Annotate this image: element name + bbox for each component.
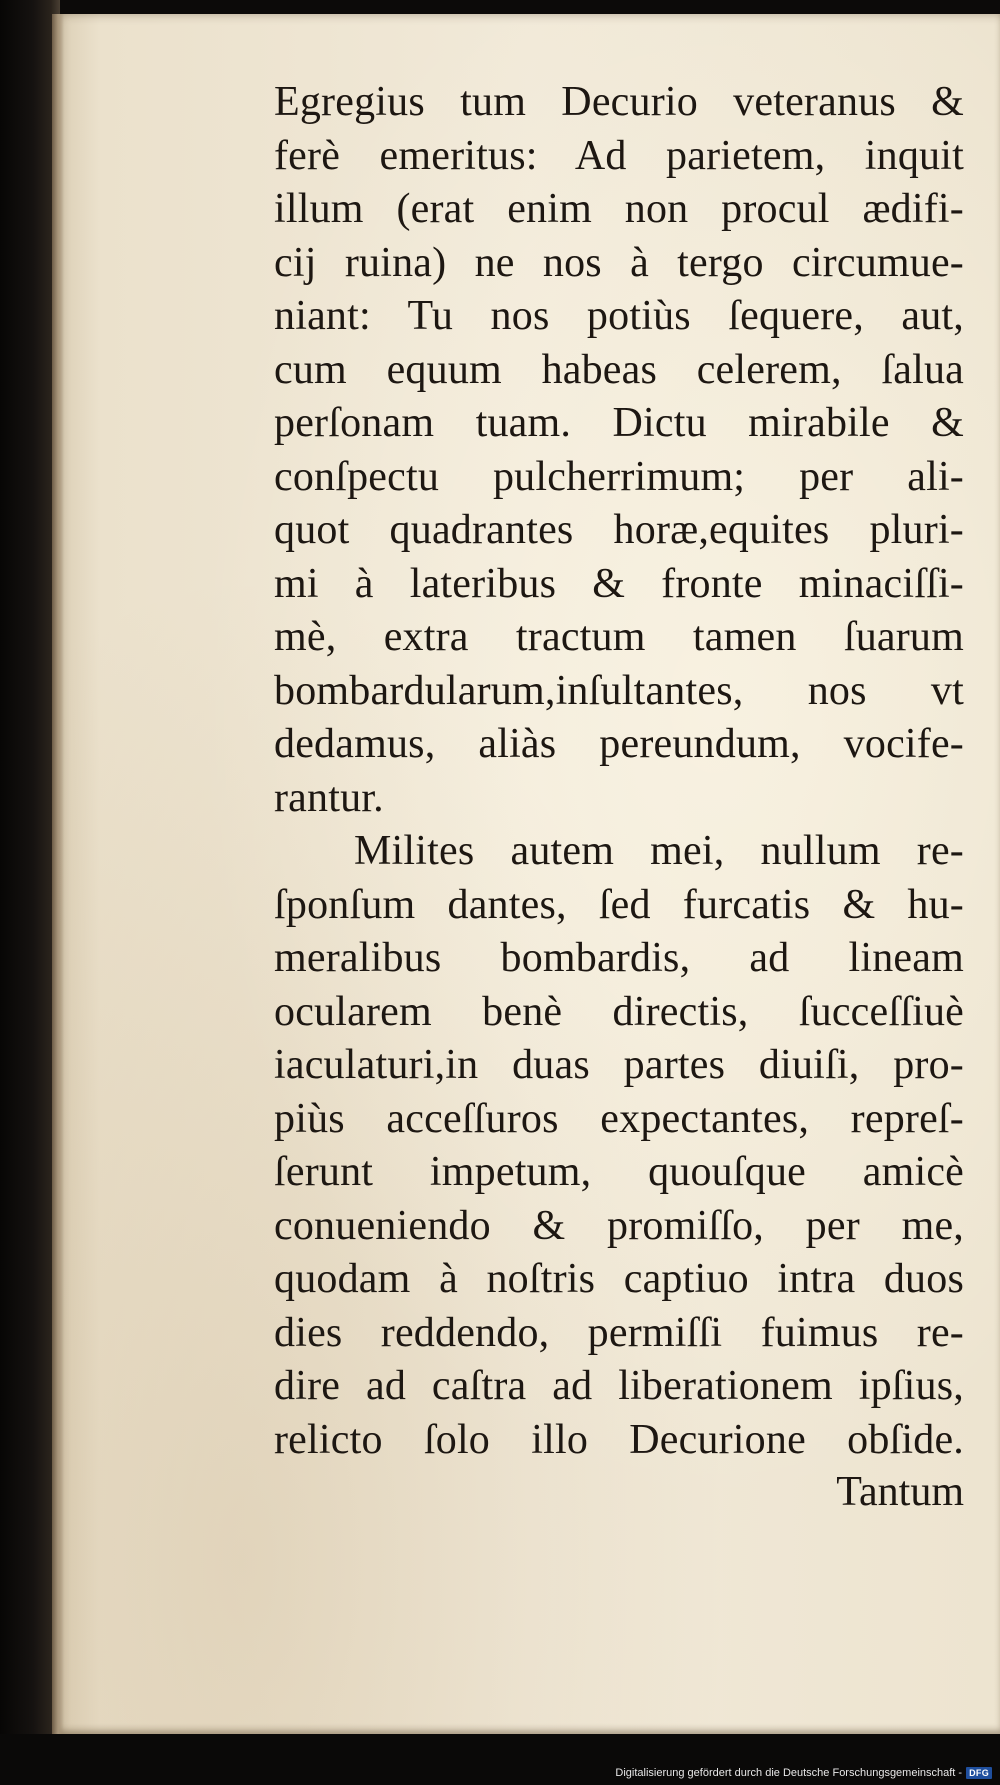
text-line: ocularem benè directis, ſucceſſiuè	[274, 988, 964, 1035]
text-line: cij ruina) ne nos à tergo circumue-	[274, 239, 964, 286]
text-line: quodam à noſtris captiuo intra duos	[274, 1256, 964, 1302]
text-line: piùs acceſſuros expectantes, repreſ-	[274, 1095, 964, 1142]
text-line: quot quadrantes horæ,equites pluri-	[274, 507, 964, 553]
text-line: meralibus bombardis, ad lineam	[274, 935, 964, 981]
text-line: mi à lateribus & fronte minaciſſi-	[274, 560, 964, 607]
page-gutter	[52, 14, 64, 1734]
text-line: dire ad caſtra ad liberationem ipſius,	[274, 1363, 964, 1409]
text-line: niant: Tu nos potiùs ſequere, aut,	[274, 293, 964, 339]
text-line: cum equum habeas celerem, ſalua	[274, 346, 964, 393]
digitization-credit	[615, 1764, 992, 1782]
text-line: ſponſum dantes, ſed furcatis & hu-	[274, 881, 964, 928]
text-line: illum (erat enim non procul ædifi-	[274, 186, 964, 232]
text-line: bombardularum,inſultantes, nos vt	[274, 667, 964, 714]
text-line: mè, extra tractum tamen ſuarum	[274, 614, 964, 660]
text-line: perſonam tuam. Dictu mirabile &	[274, 400, 964, 446]
text-line-paragraph-start: Milites autem mei, nullum re-	[354, 828, 964, 874]
text-line: conſpectu pulcherrimum; per ali-	[274, 453, 964, 500]
credit-text: Digitalisierung gefördert durch die Deutsche Forschungsgemeinschaft -	[615, 1767, 963, 1779]
text-line: ſerunt impetum, quouſque amicè	[274, 1149, 964, 1195]
text-line: dedamus, aliàs pereundum, vocife-	[274, 721, 964, 767]
text-line: rantur.	[274, 774, 384, 821]
text-line: Egregius tum Decurio veteranus &	[274, 79, 964, 125]
page-body-text	[274, 76, 964, 1467]
dfg-logo: DFG	[966, 1767, 992, 1779]
text-line: relicto ſolo illo Decurione obſide.	[274, 1416, 964, 1463]
text-line: iaculaturi,in duas partes diuiſi, pro-	[274, 1042, 964, 1088]
book-spine-shadow	[0, 0, 60, 1785]
text-line: conueniendo & promiſſo, per me,	[274, 1202, 964, 1249]
text-line: ferè emeritus: Ad parietem, inquit	[274, 132, 964, 179]
catchword: Tantum	[836, 1469, 964, 1515]
text-line: dies reddendo, permiſſi fuimus re-	[274, 1309, 964, 1356]
